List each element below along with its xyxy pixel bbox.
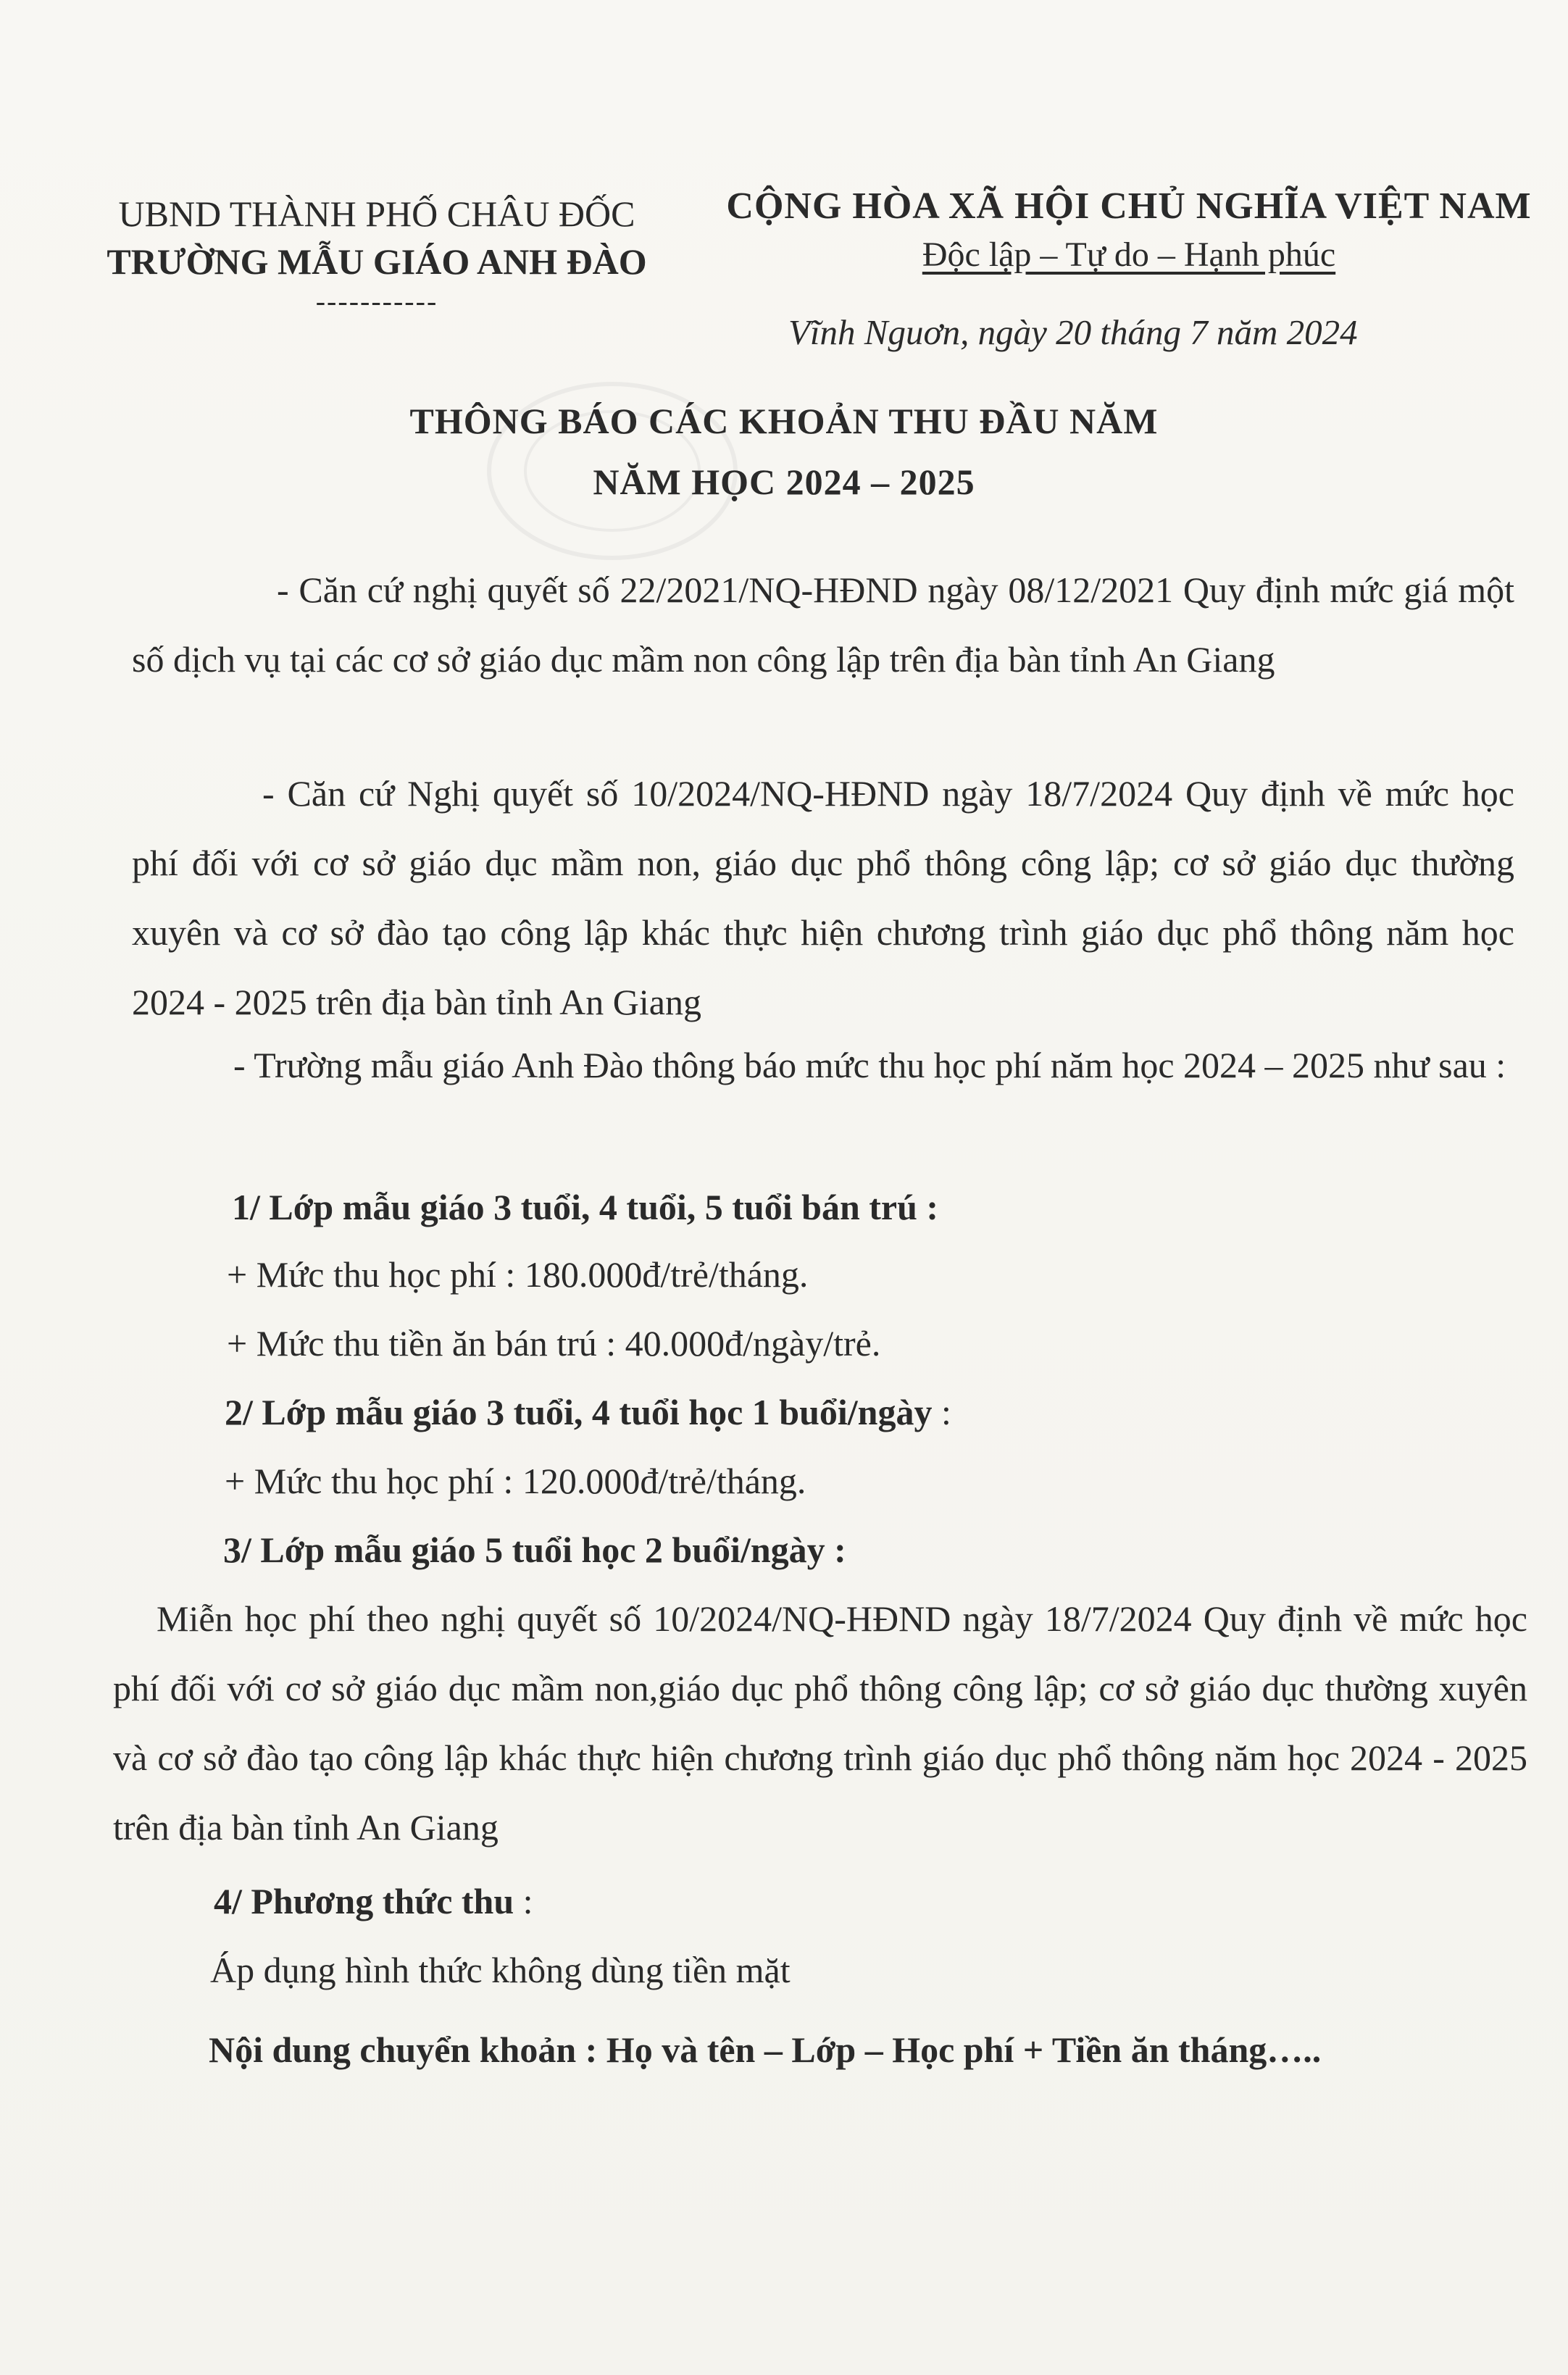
section-1-item-meal: + Mức thu tiền ăn bán trú : 40.000đ/ngày/trẻ.: [227, 1323, 881, 1364]
section-3-paragraph: Miễn học phí theo nghị quyết số 10/2024/NQ-HĐND ngày 18/7/2024 Quy định về mức học phí đối với cơ sở giáo dục mầm non,giáo dục phổ thông công lập; cơ sở giáo dục thường xuyên và cơ sở đào tạo công lập khác thực hiện chương trình giáo dục phổ thông năm học 2024 - 2025 trên địa bàn tỉnh An Giang: [113, 1598, 1527, 1848]
section-2-item-tuition: + Mức thu học phí : 120.000đ/trẻ/tháng.: [225, 1461, 806, 1501]
section-2-heading: 2/ Lớp mẫu giáo 3 tuổi, 4 tuổi học 1 buổi/ngày: [225, 1392, 933, 1432]
issuer-school: TRƯỜNG MẪU GIÁO ANH ĐÀO: [107, 241, 647, 282]
issuer-block: [83, 190, 670, 316]
document-title-line2: NĂM HỌC 2024 – 2025: [593, 462, 975, 502]
issuer-authority: UBND THÀNH PHỐ CHÂU ĐỐC: [118, 193, 635, 234]
transfer-note: Nội dung chuyển khoản : Họ và tên – Lớp – Học phí + Tiền ăn tháng…..: [209, 2029, 1322, 2070]
basis-paragraph-1: - Căn cứ nghị quyết số 22/2021/NQ-HĐND ngày 08/12/2021 Quy định mức giá một số dịch vụ tại các cơ sở giáo dục mầm non công lập trên địa bàn tỉnh An Giang: [132, 569, 1514, 680]
section-4-heading-wrap: [214, 1880, 533, 1922]
section-2-heading-colon: :: [932, 1392, 951, 1432]
section-3-heading: 3/ Lớp mẫu giáo 5 tuổi học 2 buổi/ngày :: [223, 1529, 846, 1570]
basis-paragraph-3: - Trường mẫu giáo Anh Đào thông báo mức thu học phí năm học 2024 – 2025 như sau :: [233, 1045, 1506, 1085]
section-2-heading-wrap: [225, 1391, 951, 1433]
document-title-line1: THÔNG BÁO CÁC KHOẢN THU ĐẦU NĂM: [409, 401, 1159, 441]
basis-paragraph-2: - Căn cứ Nghị quyết số 10/2024/NQ-HĐND ngày 18/7/2024 Quy định về mức học phí đối với cơ sở giáo dục mầm non, giáo dục phổ thông công lập; cơ sở giáo dục thường xuyên và cơ sở đào tạo công lập khác thực hiện chương trình giáo dục phổ thông năm học 2024 - 2025 trên địa bàn tỉnh An Giang: [132, 773, 1514, 1022]
section-4-heading-colon: :: [514, 1881, 533, 1921]
section-1-heading: 1/ Lớp mẫu giáo 3 tuổi, 4 tuổi, 5 tuổi bán trú :: [232, 1187, 939, 1227]
section-1-item-tuition: + Mức thu học phí : 180.000đ/trẻ/tháng.: [227, 1254, 809, 1295]
issuer-separator: -----------: [315, 285, 438, 317]
section-4-text: Áp dụng hình thức không dùng tiền mặt: [210, 1950, 791, 1990]
national-name: CỘNG HÒA XÃ HỘI CHỦ NGHĨA VIỆT NAM: [726, 185, 1532, 227]
section-4-heading: 4/ Phương thức thu: [214, 1881, 514, 1921]
national-motto-block: [701, 181, 1556, 278]
national-motto: Độc lập – Tự do – Hạnh phúc: [922, 235, 1336, 274]
date-line: Vĩnh Nguơn, ngày 20 tháng 7 năm 2024: [788, 312, 1358, 352]
